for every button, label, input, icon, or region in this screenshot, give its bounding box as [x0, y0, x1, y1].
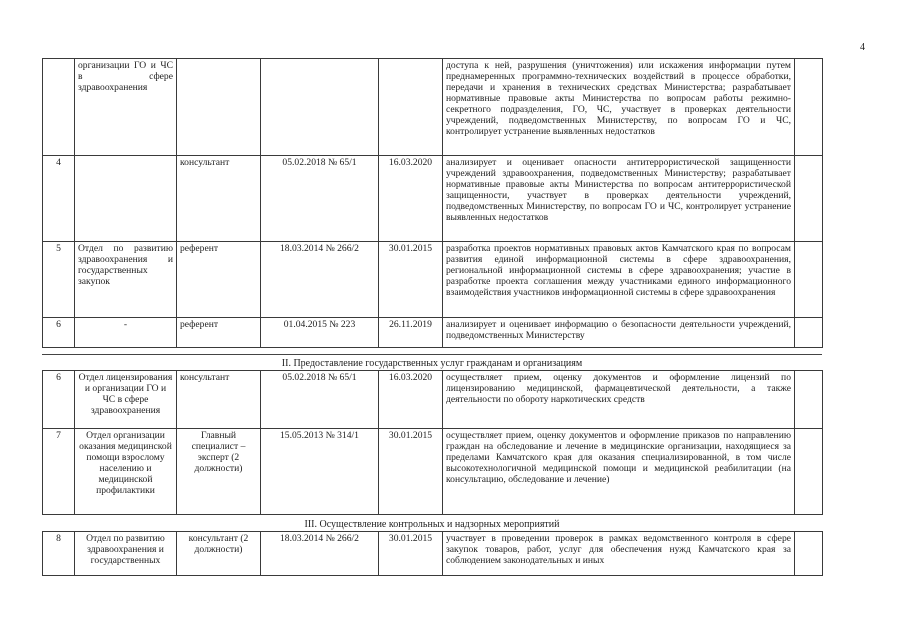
duties-cell: осуществляет прием, оценку документов и оформление лицензий по лицензированию медицинской, фармацевтической деятельности, а также деятельности по обороту наркотических средств	[443, 371, 795, 429]
duties-cell: разработка проектов нормативных правовых актов Камчатского края по вопросам развития единой информационной системы в сфере здравоохранения, региональной информационной системы в сфере здравоохранения; участие в разработке проекта соглашения между участниками единого информационного взаимодействия участников информационной системы в сфере здравоохранения	[443, 242, 795, 318]
empty-cell	[795, 371, 823, 429]
order-cell: 01.04.2015 № 223	[261, 318, 379, 348]
order-cell: 05.02.2018 № 65/1	[261, 371, 379, 429]
department-cell: Отдел лицензирования и организации ГО и ЧС в сфере здравоохранения	[75, 371, 177, 429]
position-cell: референт	[177, 242, 261, 318]
department-cell: Отдел по развитию здравоохранения и государственных	[75, 532, 177, 576]
duties-cell: доступа к ней, разрушения (уничтожения) или искажения информации путем преднамеренных программно-технических воздействий в процессе обработки, передачи и хранения в технических средствах Министерства; разрабатывает нормативные правовые акты Министерства по вопросам работы режимно-секретного подразделения, ГО, ЧС, участвует в проверках деятельности учреждений, подведомственных Министерству, по вопросам ГО и ЧС, контролирует устранение выявленных недостатков	[443, 59, 795, 156]
position-cell	[177, 59, 261, 156]
table-row	[43, 156, 823, 242]
section-3-title: III. Осуществление контрольных и надзорных мероприятий	[304, 519, 560, 530]
date-cell: 30.01.2015	[379, 429, 443, 515]
date-cell	[379, 59, 443, 156]
table-row	[43, 242, 823, 318]
position-cell: консультант	[177, 371, 261, 429]
row-number: 7	[43, 429, 75, 515]
table-row	[43, 532, 823, 576]
row-number: 4	[43, 156, 75, 242]
position-cell: референт	[177, 318, 261, 348]
row-number: 5	[43, 242, 75, 318]
row-number: 6	[43, 371, 75, 429]
table-block-3	[42, 531, 823, 576]
order-cell: 05.02.2018 № 65/1	[261, 156, 379, 242]
date-cell: 30.01.2015	[379, 532, 443, 576]
date-cell: 16.03.2020	[379, 156, 443, 242]
empty-cell	[795, 318, 823, 348]
department-cell: -	[75, 318, 177, 348]
date-cell: 16.03.2020	[379, 371, 443, 429]
date-cell: 30.01.2015	[379, 242, 443, 318]
row-number: 6	[43, 318, 75, 348]
table-row	[43, 429, 823, 515]
duties-cell: осуществляет прием, оценку документов и оформление приказов по направлению граждан на обследование и лечение в медицинские организации, находящиеся за пределами Камчатского края для оказания специализированной, в том числе высокотехнологичной медицинской помощи и медицинской реабилитации (на консультацию, обследование и лечение)	[443, 429, 795, 515]
page-number: 4	[860, 42, 865, 53]
table-block-1	[42, 58, 823, 348]
section-divider	[42, 354, 822, 355]
order-cell	[261, 59, 379, 156]
department-cell: Отдел организации оказания медицинской помощи взрослому населению и медицинской профилактики	[75, 429, 177, 515]
order-cell: 15.05.2013 № 314/1	[261, 429, 379, 515]
row-number	[43, 59, 75, 156]
department-cell: Отдел по развитию здравоохранения и государственных закупок	[75, 242, 177, 318]
empty-cell	[795, 242, 823, 318]
duties-cell: анализирует и оценивает информацию о безопасности деятельности учреждений, подведомственных Министерству	[443, 318, 795, 348]
date-cell: 26.11.2019	[379, 318, 443, 348]
row-number: 8	[43, 532, 75, 576]
empty-cell	[795, 156, 823, 242]
duties-cell: участвует в проведении проверок в рамках ведомственного контроля в сфере закупок товаров, работ, услуг для обеспечения нужд Камчатского края за соблюдением законодательных и иных	[443, 532, 795, 576]
table-block-2	[42, 370, 823, 515]
table-row	[43, 59, 823, 156]
position-cell: Главный специалист – эксперт (2 должности)	[177, 429, 261, 515]
section-2-title: II. Предоставление государственных услуг гражданам и организациям	[281, 358, 583, 369]
table-row	[43, 318, 823, 348]
position-cell: консультант	[177, 156, 261, 242]
empty-cell	[795, 59, 823, 156]
duties-cell: анализирует и оценивает опасности антитеррористической защищенности учреждений здравоохранения, подведомственных Министерству; разрабатывает нормативные правовые акты Министерства по вопросам антитеррористической защищенности, участвует в проверках деятельности учреждений, подведомственных Министерству, по вопросам ГО и ЧС, контролирует устранение выявленных недостатков	[443, 156, 795, 242]
department-cell: организации ГО и ЧС в сфере здравоохранения	[75, 59, 177, 156]
department-cell	[75, 156, 177, 242]
table-row	[43, 371, 823, 429]
empty-cell	[795, 532, 823, 576]
order-cell: 18.03.2014 № 266/2	[261, 532, 379, 576]
position-cell: консультант (2 должности)	[177, 532, 261, 576]
order-cell: 18.03.2014 № 266/2	[261, 242, 379, 318]
empty-cell	[795, 429, 823, 515]
